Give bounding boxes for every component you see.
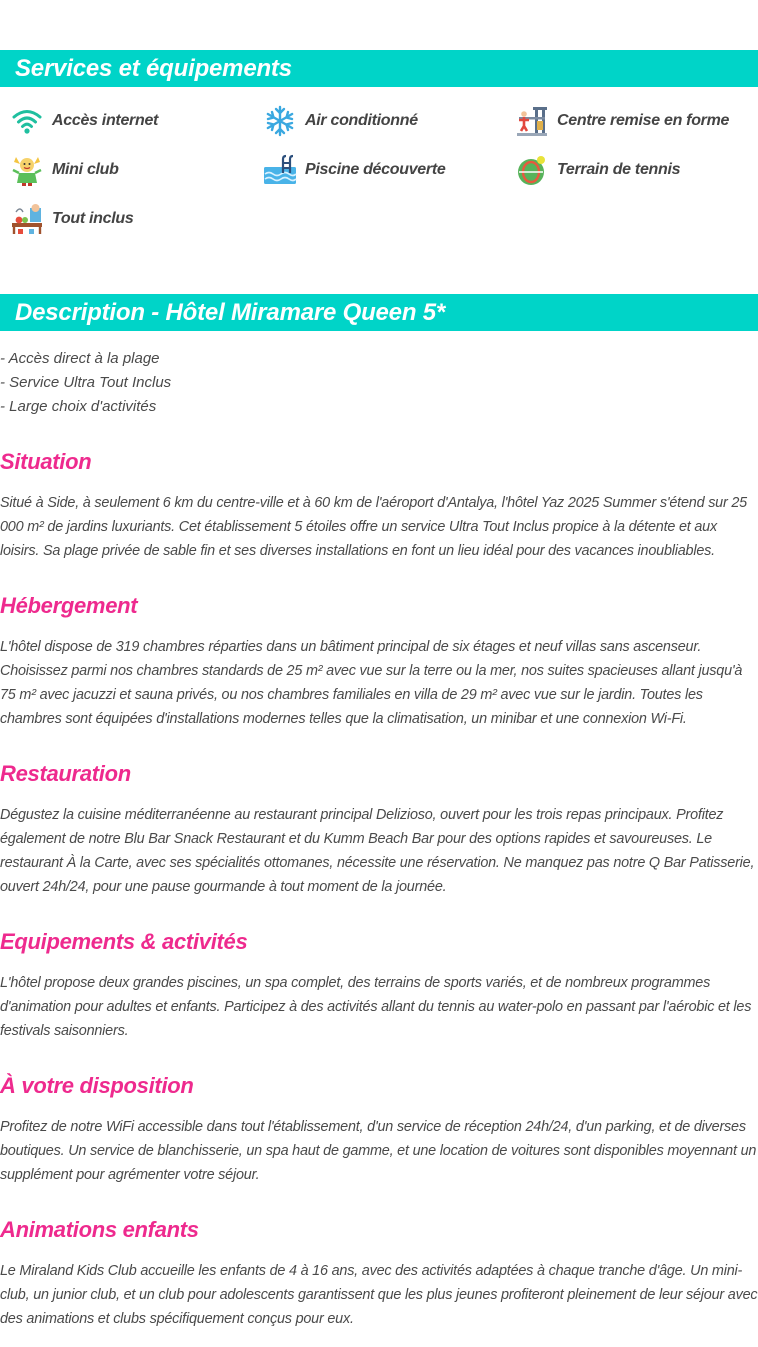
service-item-kids-club bbox=[10, 153, 119, 187]
service-item-air-conditioning bbox=[263, 104, 418, 138]
section-text-animations: Le Miraland Kids Club accueille les enfants de 4 à 16 ans, avec des activités adaptées à chaque tranche d'âge. Un mini-club, un junior club, et un club pour adolescents garantissent que les plus jeunes profiteront pleinement de leur séjour avec des animations et clubs spécifiquement conçus pour eux. bbox=[0, 1263, 758, 1327]
service-item-all-inclusive bbox=[10, 202, 133, 236]
service-label: Air conditionné bbox=[305, 112, 418, 129]
section-title-restauration: Restauration bbox=[0, 761, 131, 786]
section-text-restauration: Dégustez la cuisine méditerranéenne au restaurant principal Delizioso, ouvert pour les trois repas principaux. Profitez également de notre Blu Bar Snack Restaurant et du Kumm Beach Bar pour des options rapides et savoureuses. Le restaurant À la Carte, avec ses spécialités ottomanes, nécessite une réservation. Ne manquez pas notre Q Bar Patisserie, ouvert 24h/24, pour une pause gourmande à tout moment de la journée. bbox=[0, 807, 755, 895]
service-label: Centre remise en forme bbox=[557, 112, 730, 129]
snowflake-icon bbox=[263, 104, 297, 138]
service-label: Accès internet bbox=[52, 112, 159, 129]
service-item-pool bbox=[263, 153, 445, 187]
section-text-disposition: Profitez de notre WiFi accessible dans tout l'établissement, d'un service de réception 24h/24, d'un parking, et de diverses boutiques. Un service de blanchisserie, un spa haut de gamme, et une location de voitures sont disponibles moyennant un supplément pour agrémenter votre séjour. bbox=[0, 1119, 757, 1183]
services-header: Services et équipements bbox=[0, 50, 758, 87]
service-item-tennis bbox=[515, 153, 680, 187]
all-inclusive-icon bbox=[10, 202, 44, 236]
section-title-equipements: Equipements & activités bbox=[0, 929, 248, 954]
section-title-animations: Animations enfants bbox=[0, 1217, 199, 1242]
service-label: Piscine découverte bbox=[305, 161, 446, 178]
highlight-item: - Large choix d'activités bbox=[0, 398, 157, 415]
pool-icon bbox=[263, 153, 297, 187]
gym-icon bbox=[515, 104, 549, 138]
highlight-item: - Service Ultra Tout Inclus bbox=[0, 374, 172, 391]
section-title-disposition: À votre disposition bbox=[0, 1073, 194, 1098]
highlight-item: - Accès direct à la plage bbox=[0, 350, 160, 367]
service-item-internet bbox=[10, 104, 158, 138]
section-text-hebergement: L'hôtel dispose de 319 chambres réparties dans un bâtiment principal de six étages et neuf villas sans ascenseur. Choisissez parmi nos chambres standards de 25 m² avec vue sur la terre ou la mer, nos suites spacieuses allant jusqu'à 75 m² avec jacuzzi et sauna privés, ou nos chambres familiales en villa de 29 m² avec vue sur le jardin. Toutes les chambres sont équipées d'installations modernes telles que la climatisation, un minibar et une connexion Wi-Fi. bbox=[0, 639, 743, 727]
service-item-fitness bbox=[515, 104, 729, 138]
service-label: Tout inclus bbox=[52, 210, 134, 227]
tennis-icon bbox=[515, 153, 549, 187]
section-title-hebergement: Hébergement bbox=[0, 593, 138, 618]
service-label: Terrain de tennis bbox=[557, 161, 681, 178]
section-title-situation: Situation bbox=[0, 449, 92, 474]
service-label: Mini club bbox=[52, 161, 119, 178]
highlight-list bbox=[0, 347, 171, 419]
wifi-icon bbox=[10, 104, 44, 138]
section-text-situation: Situé à Side, à seulement 6 km du centre-ville et à 60 km de l'aéroport d'Antalya, l'hôtel Yaz 2025 Summer s'étend sur 25 000 m² de jardins luxuriants. Cet établissement 5 étoiles offre un service Ultra Tout Inclus propice à la détente et aux loisirs. Sa plage privée de sable fin et ses diverses installations en font un lieu idéal pour des vacances inoubliables. bbox=[0, 495, 747, 559]
section-text-equipements: L'hôtel propose deux grandes piscines, un spa complet, des terrains de sports variés, et de nombreux programmes d'animation pour adultes et enfants. Participez à des activités allant du tennis au water-polo en passant par l'aérobic et les festivals saisonniers. bbox=[0, 975, 752, 1039]
description-header: Description - Hôtel Miramare Queen 5* bbox=[0, 294, 758, 331]
kids-club-icon bbox=[10, 153, 44, 187]
